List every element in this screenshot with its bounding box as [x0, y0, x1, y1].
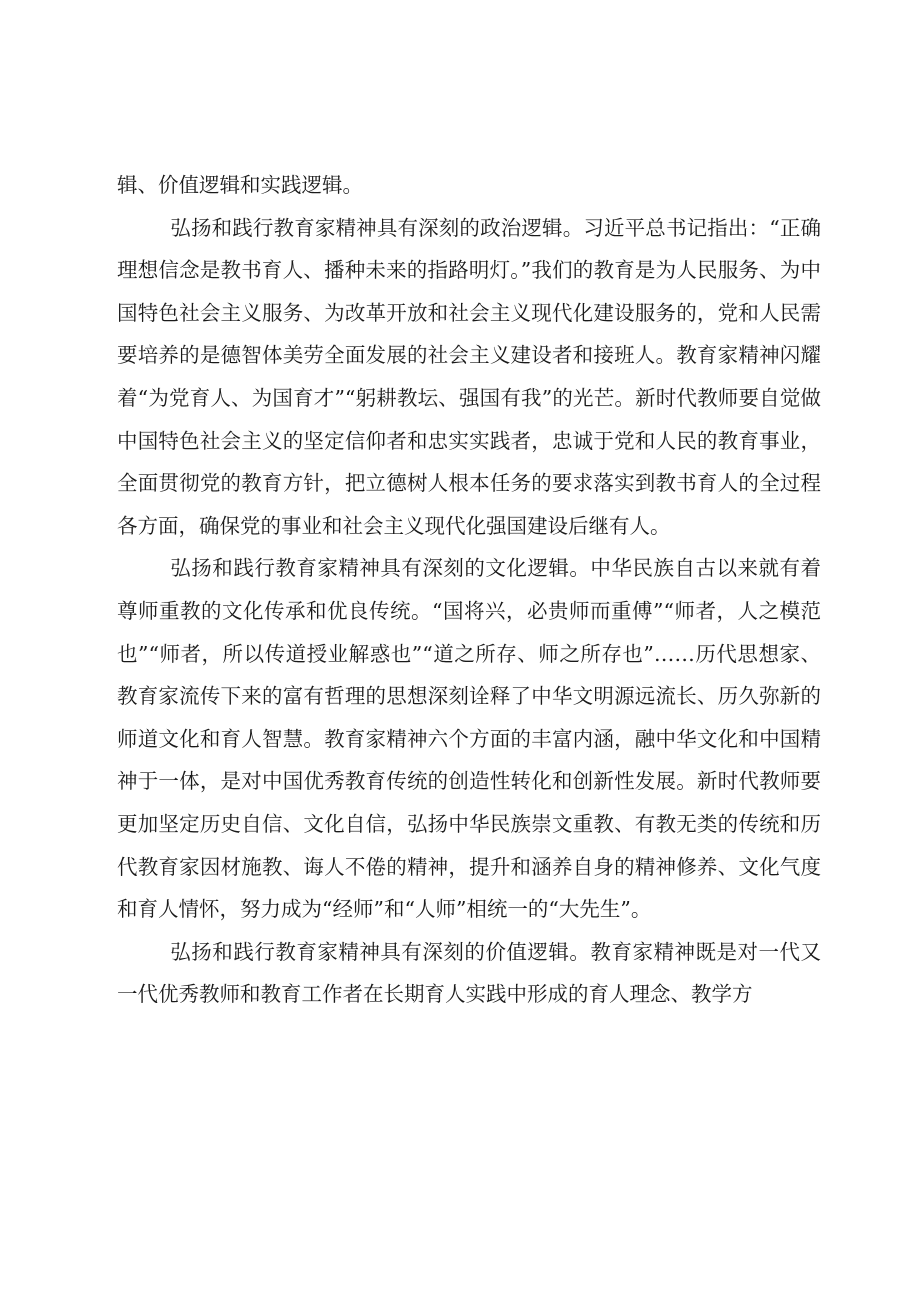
- paragraph-continuation: 辑、价值逻辑和实践逻辑。: [117, 173, 363, 197]
- paragraph-political-logic: 弘扬和践行教育家精神具有深刻的政治逻辑。习近平总书记指出：“正确理想信念是教书育人、播种未来的指路明灯。”我们的教育是为人民服务、为中国特色社会主义服务、为改革开放和社会主义现代化建设服务的，党和人民需要培养的是德智体美劳全面发展的社会主义建设者和接班人。教育家精神闪耀着“为党育人、为国育才”“躬耕教坛、强国有我”的光芒。新时代教师要自觉做中国特色社会主义的坚定信仰者和忠实实践者，忠诚于党和人民的教育事业，全面贯彻党的教育方针，把立德树人根本任务的要求落实到教书育人的全过程各方面，确保党的事业和社会主义现代化强国建设后继有人。: [117, 215, 821, 538]
- paragraph-value-logic: 弘扬和践行教育家精神具有深刻的价值逻辑。教育家精神既是对一代又一代优秀教师和教育工作者在长期育人实践中形成的育人理念、教学方: [117, 939, 821, 1007]
- document-body: [117, 164, 821, 1016]
- paragraph-cultural-logic: 弘扬和践行教育家精神具有深刻的文化逻辑。中华民族自古以来就有着尊师重教的文化传承和优良传统。“国将兴，必贵师而重傅”“师者，人之模范也”“师者，所以传道授业解惑也”“道之所存、师之所存也”……历代思想家、教育家流传下来的富有哲理的思想深刻诠释了中华文明源远流长、历久弥新的师道文化和育人智慧。教育家精神六个方面的丰富内涵，融中华文化和中国精神于一体，是对中国优秀教育传统的创造性转化和创新性发展。新时代教师要更加坚定历史自信、文化自信，弘扬中华民族崇文重教、有教无类的传统和历代教育家因材施教、诲人不倦的精神，提升和涵养自身的精神修养、文化气度和育人情怀，努力成为“经师”和“人师”相统一的“大先生”。: [117, 556, 821, 922]
